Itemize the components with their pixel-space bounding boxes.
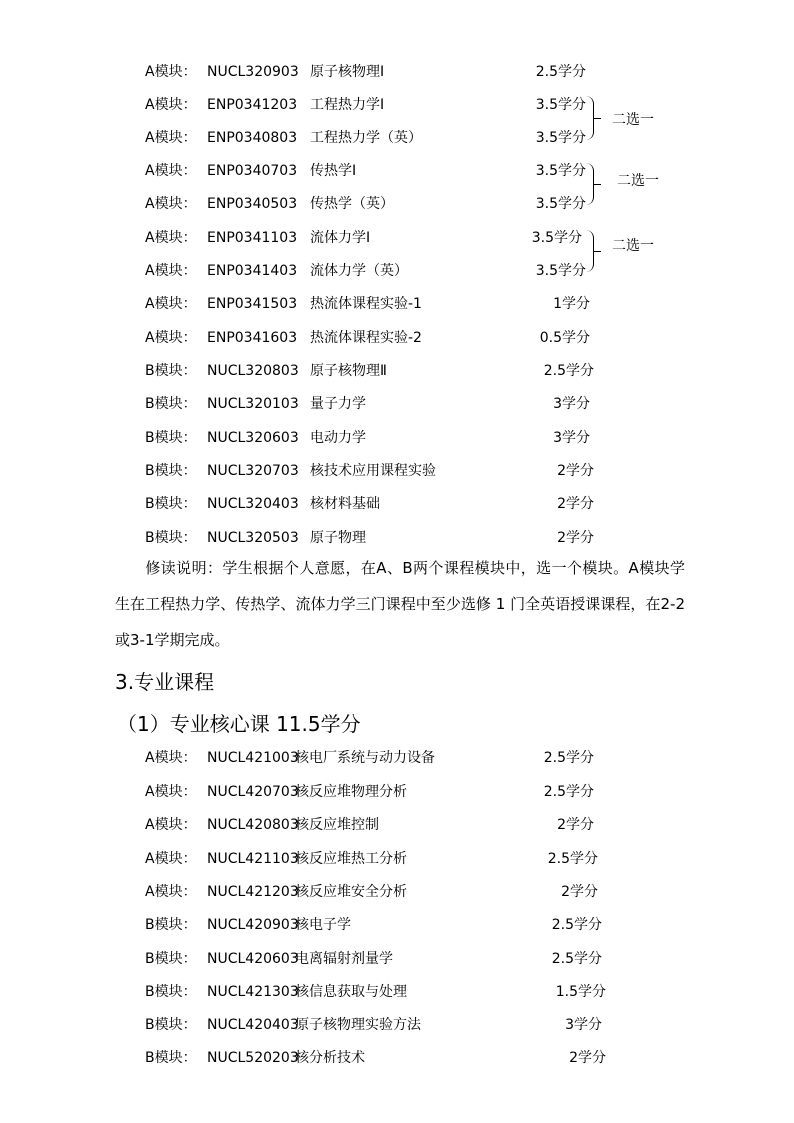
course-credit: 3学分 (553, 396, 590, 412)
course-name: 热流体课程实验-1 (310, 296, 422, 312)
course-module: A模块： (145, 784, 197, 800)
course-code: NUCL320103 (207, 396, 299, 412)
course-module: A模块： (145, 330, 197, 346)
course-row (0, 260, 794, 282)
course-name: 工程热力学（英） (310, 130, 422, 146)
course-code: NUCL420703 (207, 784, 299, 800)
course-code: NUCL421003 (207, 750, 299, 766)
course-module: A模块： (145, 130, 197, 146)
course-name: 流体力学Ⅰ (310, 230, 371, 246)
course-code: NUCL320903 (207, 64, 299, 80)
course-module: A模块： (145, 163, 197, 179)
course-name: 核技术应用课程实验 (310, 463, 436, 479)
course-credit: 1.5学分 (555, 984, 606, 1000)
course-credit: 3学分 (565, 1017, 602, 1033)
study-note-text: 修读说明：学生根据个人意愿，在A、B两个课程模块中，选一个模块。A模块学生在工程热力学、传热学、流体力学三门课程中至少选修 1 门全英语授课课程，在2-2或3-1学期完成。 (115, 559, 685, 649)
course-row (0, 193, 794, 215)
course-credit: 2.5学分 (543, 784, 594, 800)
course-credit: 2学分 (557, 496, 594, 512)
course-code: ENP0341403 (207, 263, 298, 279)
course-credit: 2学分 (557, 463, 594, 479)
course-row (0, 848, 794, 870)
course-row (0, 527, 794, 549)
course-name: 核反应堆物理分析 (295, 784, 407, 800)
course-row (0, 293, 794, 315)
course-name: 电动力学 (310, 430, 366, 446)
course-name: 原子核物理实验方法 (295, 1017, 421, 1033)
course-credit: 2学分 (561, 884, 598, 900)
course-module: B模块： (145, 396, 197, 412)
course-module: A模块： (145, 817, 197, 833)
course-code: NUCL320503 (207, 530, 299, 546)
choice-label-heat: 二选一 (617, 173, 659, 189)
course-credit: 2.5学分 (543, 750, 594, 766)
course-name: 量子力学 (310, 396, 366, 412)
course-name: 原子核物理Ⅱ (310, 363, 387, 379)
course-code: NUCL421203 (207, 884, 299, 900)
study-note (115, 550, 685, 658)
course-code: NUCL421103 (207, 851, 299, 867)
course-row (0, 393, 794, 415)
course-row (0, 948, 794, 970)
choice-brace-fluid (583, 230, 594, 272)
course-credit: 3.5学分 (535, 97, 586, 113)
course-row (0, 427, 794, 449)
choice-brace-thermo (583, 96, 594, 140)
choice-label-thermo: 二选一 (612, 112, 654, 128)
course-code: NUCL320403 (207, 496, 299, 512)
course-module: B模块： (145, 430, 197, 446)
course-code: NUCL421303 (207, 984, 299, 1000)
course-credit: 0.5学分 (539, 330, 590, 346)
course-row (0, 227, 794, 249)
course-code: ENP0340803 (207, 130, 298, 146)
course-code: NUCL420603 (207, 951, 299, 967)
course-name: 核电子学 (295, 917, 351, 933)
course-name: 核分析技术 (295, 1050, 365, 1066)
course-name: 核信息获取与处理 (295, 984, 407, 1000)
course-module: A模块： (145, 296, 197, 312)
course-module: B模块： (145, 1017, 197, 1033)
course-row (0, 881, 794, 903)
course-credit: 2学分 (557, 817, 594, 833)
course-row (0, 1014, 794, 1036)
course-row (0, 160, 794, 182)
course-credit: 2.5学分 (535, 64, 586, 80)
course-module: A模块： (145, 263, 197, 279)
course-code: NUCL420903 (207, 917, 299, 933)
course-code: NUCL420403 (207, 1017, 299, 1033)
subsection-heading: （1）专业核心课 11.5学分 (117, 712, 361, 736)
course-row (0, 781, 794, 803)
course-code: NUCL320703 (207, 463, 299, 479)
course-module: A模块： (145, 230, 197, 246)
course-code: ENP0341503 (207, 296, 298, 312)
course-code: ENP0341103 (207, 230, 298, 246)
course-name: 电离辐射剂量学 (295, 951, 393, 967)
course-name: 核反应堆控制 (295, 817, 379, 833)
course-code: NUCL520203 (207, 1050, 299, 1066)
course-credit: 3.5学分 (535, 263, 586, 279)
course-module: B模块： (145, 363, 197, 379)
course-name: 流体力学（英） (310, 263, 408, 279)
course-module: A模块： (145, 64, 197, 80)
course-credit: 1学分 (553, 296, 590, 312)
course-row (0, 1047, 794, 1069)
course-name: 传热学（英） (310, 196, 394, 212)
course-row (0, 493, 794, 515)
course-module: B模块： (145, 951, 197, 967)
course-module: A模块： (145, 750, 197, 766)
course-credit: 2.5学分 (547, 851, 598, 867)
course-credit: 3.5学分 (531, 230, 582, 246)
course-credit: 2学分 (557, 530, 594, 546)
course-module: B模块： (145, 1050, 197, 1066)
course-row (0, 360, 794, 382)
choice-label-fluid: 二选一 (612, 238, 654, 254)
course-name: 核反应堆热工分析 (295, 851, 407, 867)
course-row (0, 127, 794, 149)
course-name: 核电厂系统与动力设备 (295, 750, 435, 766)
course-name: 原子物理 (310, 530, 366, 546)
course-row (0, 460, 794, 482)
course-credit: 2.5学分 (551, 951, 602, 967)
course-module: B模块： (145, 463, 197, 479)
course-code: NUCL320803 (207, 363, 299, 379)
course-module: A模块： (145, 97, 197, 113)
course-row (0, 327, 794, 349)
course-name: 核材料基础 (310, 496, 380, 512)
course-row (0, 94, 794, 116)
course-code: ENP0340503 (207, 196, 298, 212)
course-credit: 2.5学分 (551, 917, 602, 933)
course-module: B模块： (145, 984, 197, 1000)
course-row (0, 914, 794, 936)
choice-brace-heat (583, 163, 594, 205)
course-credit: 3.5学分 (535, 130, 586, 146)
course-credit: 3.5学分 (535, 196, 586, 212)
course-name: 核反应堆安全分析 (295, 884, 407, 900)
course-name: 传热学Ⅰ (310, 163, 357, 179)
course-module: B模块： (145, 530, 197, 546)
course-credit: 3学分 (553, 430, 590, 446)
course-name: 工程热力学Ⅰ (310, 97, 385, 113)
course-module: B模块： (145, 917, 197, 933)
course-module: A模块： (145, 851, 197, 867)
course-module: A模块： (145, 884, 197, 900)
course-code: NUCL420803 (207, 817, 299, 833)
course-row (0, 814, 794, 836)
course-module: A模块： (145, 196, 197, 212)
section-heading: 3.专业课程 (115, 670, 215, 694)
course-name: 热流体课程实验-2 (310, 330, 422, 346)
course-code: NUCL320603 (207, 430, 299, 446)
course-row (0, 61, 794, 83)
course-row (0, 981, 794, 1003)
course-code: ENP0341603 (207, 330, 298, 346)
course-credit: 3.5学分 (535, 163, 586, 179)
course-module: B模块： (145, 496, 197, 512)
course-row (0, 747, 794, 769)
course-code: ENP0341203 (207, 97, 298, 113)
course-credit: 2.5学分 (543, 363, 594, 379)
course-name: 原子核物理Ⅰ (310, 64, 385, 80)
course-credit: 2学分 (569, 1050, 606, 1066)
course-code: ENP0340703 (207, 163, 298, 179)
